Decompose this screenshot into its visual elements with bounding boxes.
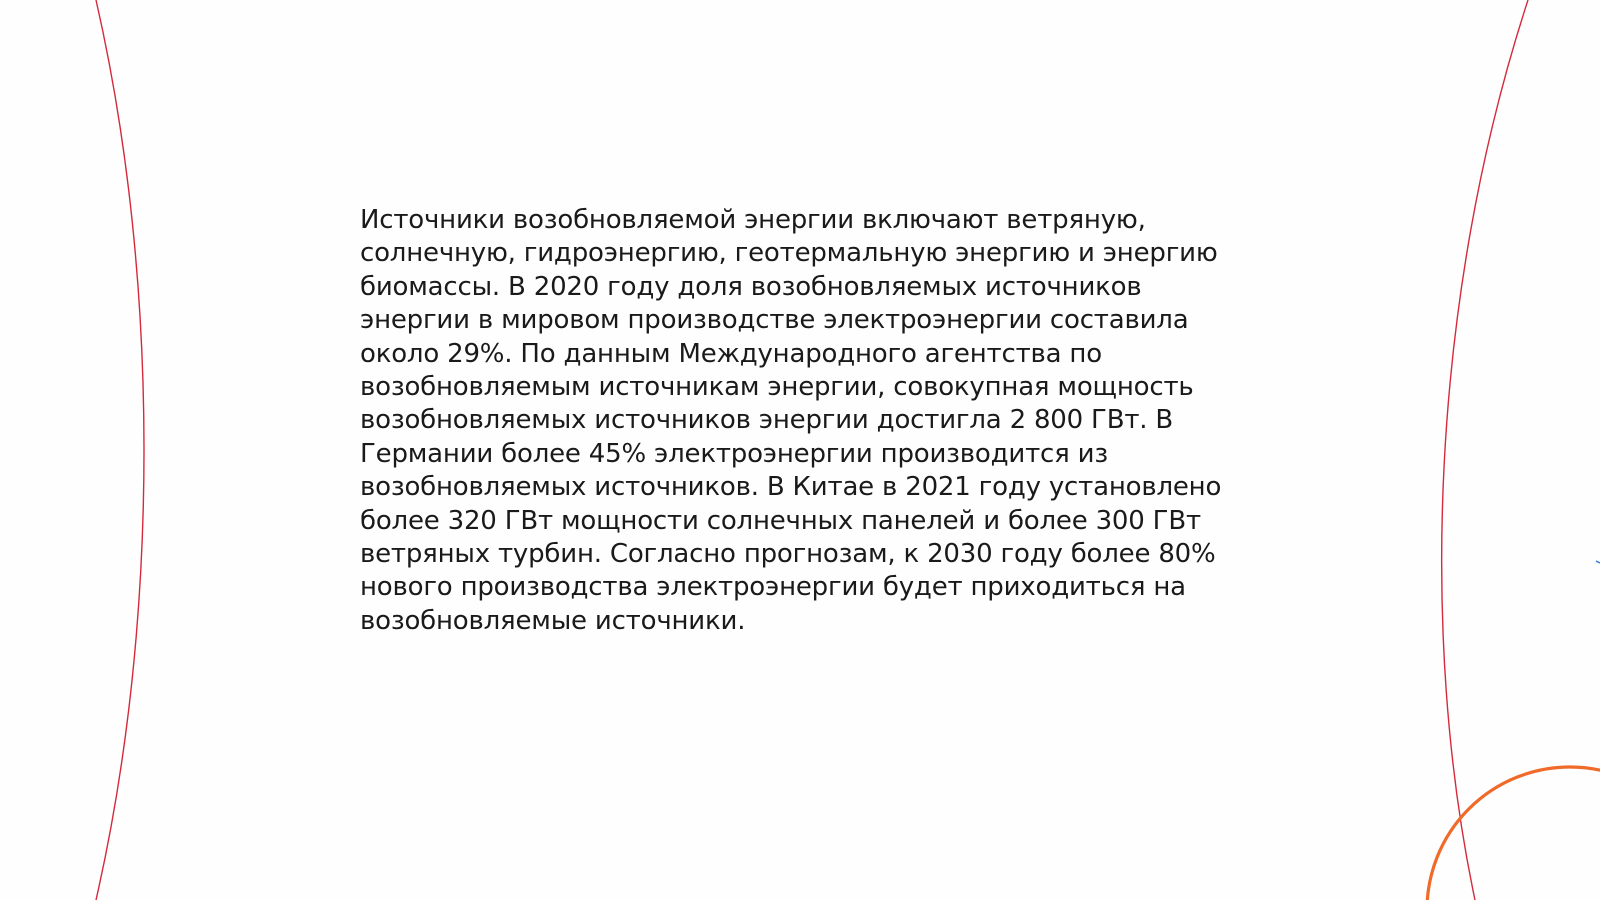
body-paragraph: Источники возобновляемой энергии включают ветряную, солнечную, гидроэнергию, геотермальную энергию и энергию биомассы. В 2020 году доля возобновляемых источников энергии в мировом производстве электроэнергии составила около 29%. По данным Международного агентства по возобновляемым источникам энергии, совокупная мощность возобновляемых источников энергии достигла 2 800 ГВт. В Германии более 45% электроэнергии производится из возобновляемых источников. В Китае в 2021 году установлено более 320 ГВт мощности солнечных панелей и более 300 ГВт ветряных турбин. Согласно прогнозам, к 2030 году более 80% нового производства электроэнергии будет приходиться на возобновляемые источники. (360, 205, 1222, 636)
left-curve-line (96, 0, 144, 900)
right-curve-line (1442, 0, 1528, 900)
orange-circle-outline (1427, 767, 1600, 900)
small-blue-mark (1596, 561, 1600, 563)
